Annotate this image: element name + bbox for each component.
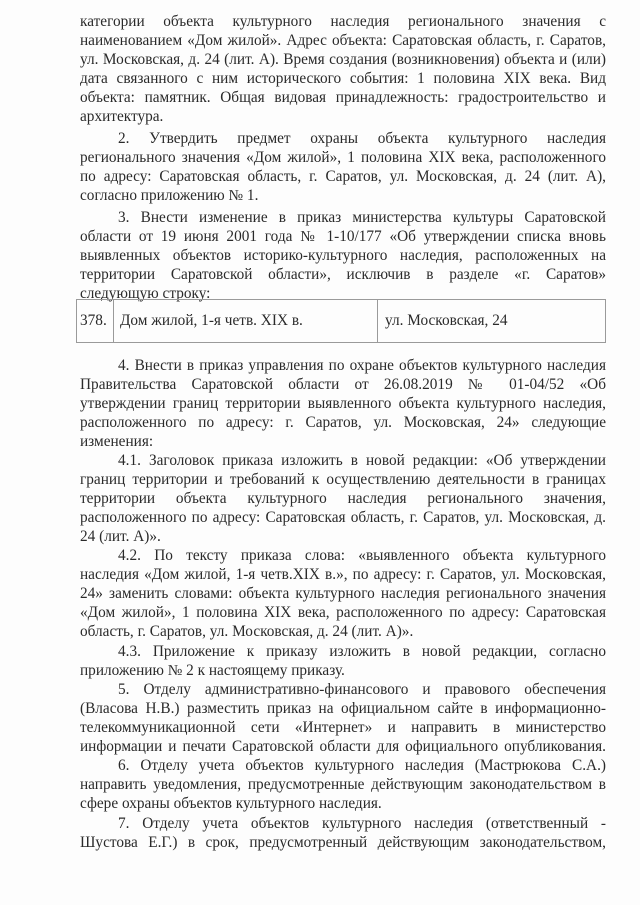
paragraph-7-first-line: 7. Отделу учета объектов культурного наследия (ответственный - bbox=[118, 815, 606, 832]
text-line: по адресу: Саратовская область, г. Саратов, ул. Московская, д. 24 (лит. А), bbox=[80, 168, 606, 185]
paragraph-4-first-line: 4. Внести в приказ управления по охране объектов культурного наследия bbox=[118, 357, 606, 374]
excluded-row-table bbox=[76, 299, 606, 343]
text-line: согласно приложению № 1. bbox=[80, 187, 259, 204]
text-line: регионального значения «Дом жилой», 1 половина XIX века, расположенного bbox=[80, 149, 606, 166]
paragraph-4-1-first-line: 4.1. Заголовок приказа изложить в новой редакции: «Об утверждении bbox=[118, 452, 606, 469]
table-cell-name bbox=[113, 300, 378, 342]
object-address: ул. Московская, 24 bbox=[385, 312, 508, 329]
row-number: 378. bbox=[80, 312, 107, 329]
text-line: 24» заменить словами: объекта культурного наследия регионального значения bbox=[80, 585, 606, 602]
text-line: информации и печати Саратовской области для официального опубликования. bbox=[80, 738, 606, 755]
text-line: объекта: памятник. Общая видовая принадлежность: градостроительство и bbox=[80, 89, 606, 106]
text-line: дата связанного с ним исторического события: 1 половина XIX века. Вид bbox=[80, 70, 606, 87]
text-line: наследия «Дом жилой, 1-я четв.XIX в.», по адресу: г. Саратов, ул. Московская, bbox=[80, 566, 606, 583]
text-line: 24 (лит. А)». bbox=[80, 528, 161, 545]
text-line: изменения: bbox=[80, 433, 154, 450]
paragraph-6-first-line: 6. Отделу учета объектов культурного наследия (Мастрюкова С.А.) bbox=[118, 757, 606, 774]
paragraph-2-first-line: 2. Утвердить предмет охраны объекта культурного наследия bbox=[118, 130, 606, 147]
text-line: телекоммуникационной сети «Интернет» и направить в министерство bbox=[80, 719, 606, 736]
object-name: Дом жилой, 1-я четв. XIX в. bbox=[120, 312, 303, 329]
text-line: приложению № 2 к настоящему приказу. bbox=[80, 662, 345, 679]
table-cell-address bbox=[377, 300, 605, 342]
text-line: (Власова Н.В.) разместить приказ на официальном сайте в информационно- bbox=[80, 700, 606, 717]
text-line: следующую строку: bbox=[80, 285, 211, 302]
paragraph-4-2-first-line: 4.2. По тексту приказа слова: «выявленного объекта культурного bbox=[118, 547, 606, 564]
text-line: Правительства Саратовской области от 26.08.2019 № 01-04/52 «Об bbox=[80, 376, 606, 393]
text-line: ул. Московская, д. 24 (лит. А). Время создания (возникновения) объекта и (или) bbox=[80, 51, 606, 68]
text-line: «Дом жилой», 1 половина XIX века, расположенного по адресу: Саратовская bbox=[80, 604, 606, 621]
text-line: выявленных объектов историко-культурного наследия, расположенных на bbox=[80, 247, 606, 264]
text-line: территории объекта культурного наследия регионального значения, bbox=[80, 490, 606, 507]
paragraph-3-first-line: 3. Внести изменение в приказ министерства культуры Саратовской bbox=[118, 209, 606, 226]
text-line: область, г. Саратов, ул. Московская, д. 24 (лит. А)». bbox=[80, 623, 414, 640]
table-cell-number bbox=[77, 300, 114, 342]
text-line: Шустова Е.Г.) в срок, предусмотренный действующим законодательством, bbox=[80, 834, 606, 851]
text-line: направить уведомления, предусмотренные действующим законодательством в bbox=[80, 776, 606, 793]
paragraph-5-first-line: 5. Отделу административно-финансового и правового обеспечения bbox=[118, 681, 606, 698]
text-line: наименованием «Дом жилой». Адрес объекта: Саратовская область, г. Саратов, bbox=[80, 32, 606, 49]
text-line: границ территории и требований к осуществлению деятельности в границах bbox=[80, 471, 606, 488]
paragraph-4-3-first-line: 4.3. Приложение к приказу изложить в новой редакции, согласно bbox=[118, 643, 606, 660]
text-line: архитектура. bbox=[80, 108, 164, 125]
text-line: расположенного по адресу: г. Саратов, ул. Московская, 24» следующие bbox=[80, 414, 606, 431]
text-line: категории объекта культурного наследия регионального значения с bbox=[80, 13, 606, 30]
text-line: утверждении границ территории выявленного объекта культурного наследия, bbox=[80, 395, 606, 412]
text-line: области от 19 июня 2001 года № 1-10/177 «Об утверждении списка вновь bbox=[80, 228, 606, 245]
text-line: сфере охраны объектов культурного наследия. bbox=[80, 795, 382, 812]
text-line: территории Саратовской области», исключив в разделе «г. Саратов» bbox=[80, 266, 606, 283]
text-line: расположенного по адресу: Саратовская область, г. Саратов, ул. Московская, д. bbox=[80, 509, 606, 526]
